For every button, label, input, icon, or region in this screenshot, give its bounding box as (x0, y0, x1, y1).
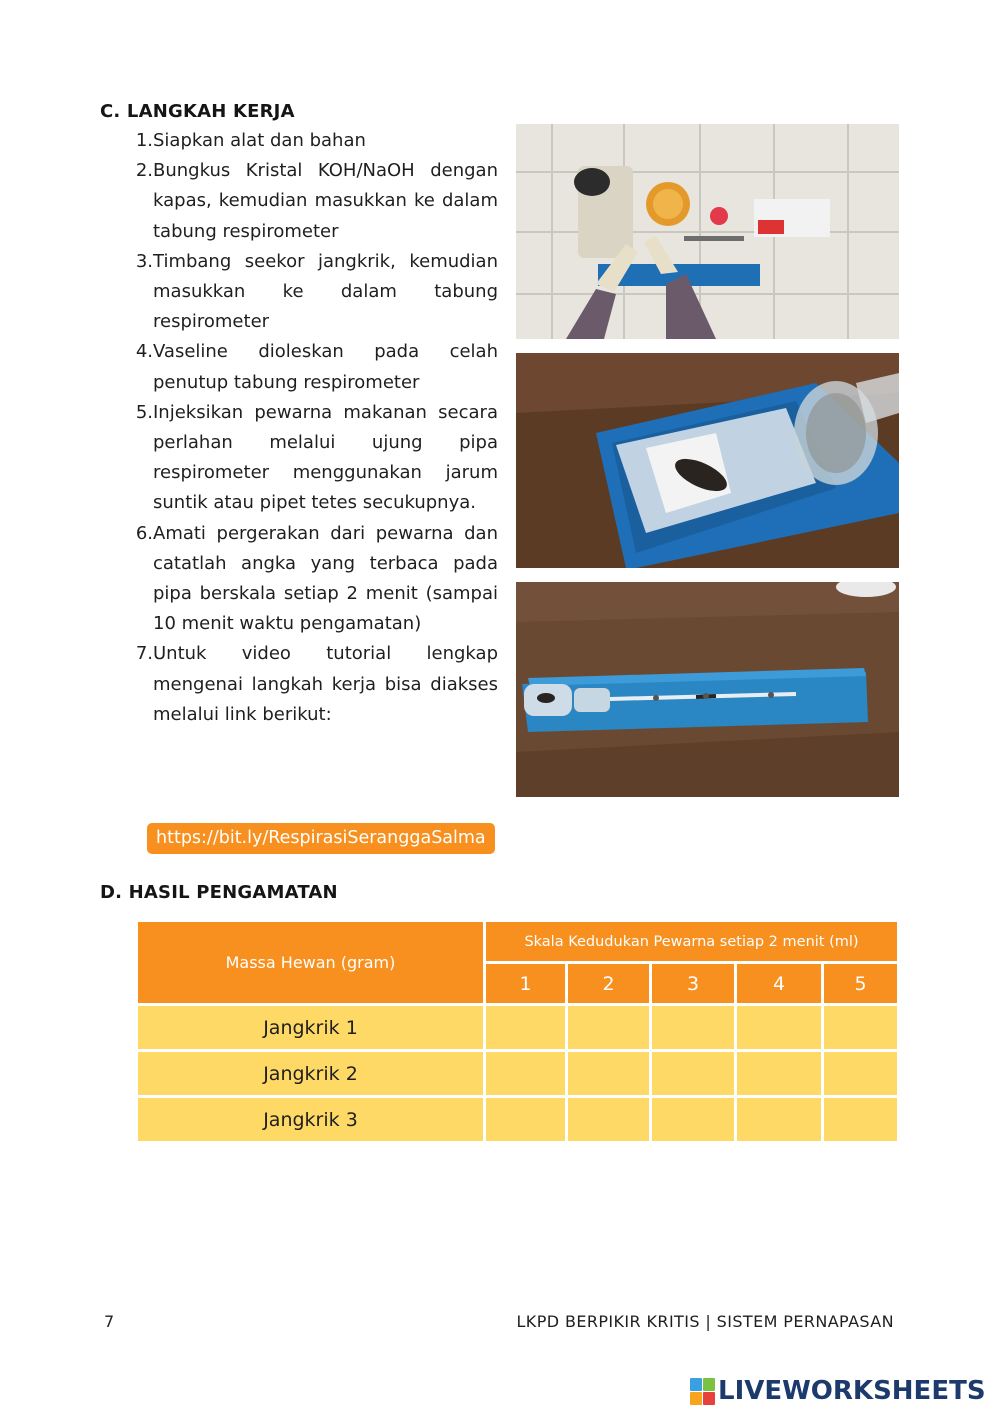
header-interval: 2 (567, 963, 651, 1005)
answer-cell[interactable] (567, 1051, 651, 1097)
step-item: 5. Injeksikan pewarna makanan secara perlahan melalui ujung pipa respirometer menggunakan jarum suntik atau pipet tetes secukupnya. (135, 401, 498, 514)
header-scale-group: Skala Kedudukan Pewarna setiap 2 menit (ml) (485, 921, 899, 963)
answer-cell[interactable] (823, 1097, 899, 1143)
photo-respirometer (516, 582, 899, 797)
table-row (137, 1005, 899, 1051)
header-interval: 4 (736, 963, 823, 1005)
answer-cell[interactable] (736, 1051, 823, 1097)
step-item: 2. Bungkus Kristal KOH/NaOH dengan kapas, kemudian masukkan ke dalam tabung respirometer (135, 160, 498, 242)
answer-cell[interactable] (736, 1097, 823, 1143)
table-row (137, 1051, 899, 1097)
page-number: 7 (104, 1312, 115, 1331)
row-label: Jangkrik 1 (137, 1005, 485, 1051)
answer-cell[interactable] (567, 1005, 651, 1051)
header-mass: Massa Hewan (gram) (137, 921, 485, 1005)
row-label: Jangkrik 2 (137, 1051, 485, 1097)
answer-cell[interactable] (567, 1097, 651, 1143)
table-row (137, 1097, 899, 1143)
header-interval: 3 (651, 963, 736, 1005)
row-label: Jangkrik 3 (137, 1097, 485, 1143)
answer-cell[interactable] (651, 1097, 736, 1143)
liveworksheets-logo-icon (690, 1378, 714, 1404)
photo-tools-materials (516, 124, 899, 339)
answer-cell[interactable] (736, 1005, 823, 1051)
answer-cell[interactable] (485, 1051, 567, 1097)
answer-cell[interactable] (485, 1097, 567, 1143)
brand-name: LIVEWORKSHEETS (718, 1376, 986, 1406)
answer-cell[interactable] (823, 1005, 899, 1051)
step-item: 3. Timbang seekor jangkrik, kemudian masukkan ke dalam tabung respirometer (135, 250, 498, 333)
procedure-steps (100, 126, 498, 730)
photo-cricket-tube (516, 353, 899, 568)
brand-watermark[interactable] (690, 1374, 986, 1408)
answer-cell[interactable] (485, 1005, 567, 1051)
section-d-title: D. HASIL PENGAMATAN (100, 882, 338, 903)
step-item: 7. Untuk video tutorial lengkap mengenai langkah kerja bisa diakses melalui link berikut: (135, 643, 498, 725)
observation-table (135, 919, 900, 1144)
step-item: 6. Amati pergerakan dari pewarna dan catatlah angka yang terbaca pada pipa berskala setiap 2 menit (sampai 10 menit waktu pengamatan) (135, 522, 498, 635)
answer-cell[interactable] (651, 1005, 736, 1051)
header-interval: 5 (823, 963, 899, 1005)
step-item: 4. Vaseline dioleskan pada celah penutup tabung respirometer (135, 341, 498, 393)
answer-cell[interactable] (823, 1051, 899, 1097)
document-title: LKPD BERPIKIR KRITIS | SISTEM PERNAPASAN (516, 1312, 894, 1331)
section-c-title: C. LANGKAH KERJA (100, 101, 295, 122)
header-interval: 1 (485, 963, 567, 1005)
tutorial-link[interactable]: https://bit.ly/RespirasiSeranggaSalma (147, 823, 495, 854)
answer-cell[interactable] (651, 1051, 736, 1097)
step-item: 1. Siapkan alat dan bahan (135, 130, 366, 151)
